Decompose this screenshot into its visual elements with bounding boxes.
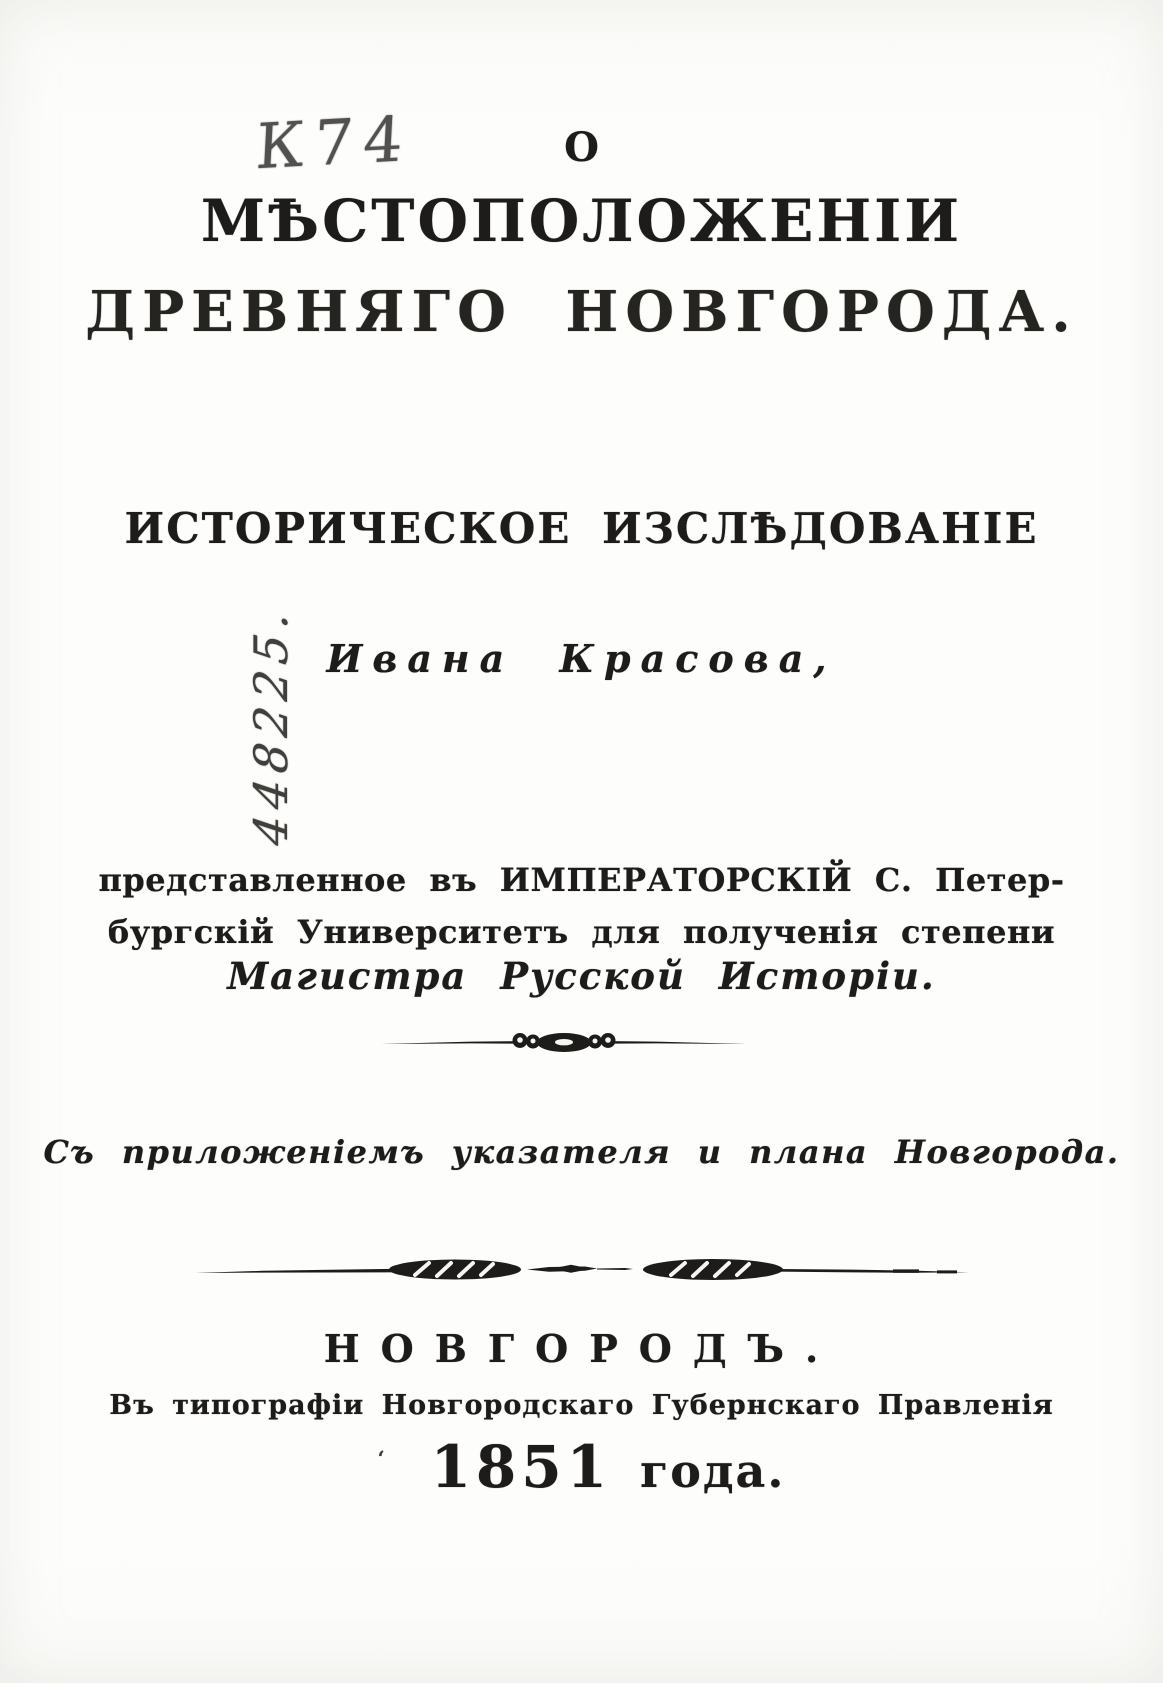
imprint-year-number: 1851 <box>430 1433 613 1501</box>
large-rule-ornament-icon <box>193 1256 971 1294</box>
submission-statement-line1: представленное въ ИМПЕРАТОРСКІЙ С. Петер- <box>98 861 1065 899</box>
submission-statement-line3: Магистра Русской Исторіи. <box>227 954 936 998</box>
title-main: МѢСТОПОЛОЖЕНІИ <box>200 187 963 255</box>
imprint-city: НОВГОРОДЪ. <box>323 1326 840 1371</box>
genre-line: ИСТОРИЧЕСКОЕ ИЗСЛѢДОВАНІЕ <box>124 504 1039 553</box>
handwritten-shelf-mark: К74 <box>254 101 415 184</box>
stray-ink-mark: ‘ <box>377 1446 385 1470</box>
title-particle: О <box>564 124 599 171</box>
imprint-year-word: года. <box>640 1444 786 1498</box>
small-divider-ornament-icon <box>381 1030 747 1060</box>
appendix-note-line: Съ приложеніемъ указателя и плана Новгорода. <box>43 1133 1120 1171</box>
submission-statement-line2: бургскій Университетъ для полученія степени <box>107 913 1056 951</box>
author-line: Ивана Красова, <box>326 636 837 681</box>
handwritten-accession-number: 448225. <box>244 601 298 849</box>
imprint-printer: Въ типографіи Новгородскаго Губернскаго Правленія <box>109 1390 1054 1421</box>
title-subline-blackletter: ДРЕВНЯГО НОВГОРОДА. <box>85 279 1078 345</box>
imprint-year-line <box>0 1433 1163 1501</box>
